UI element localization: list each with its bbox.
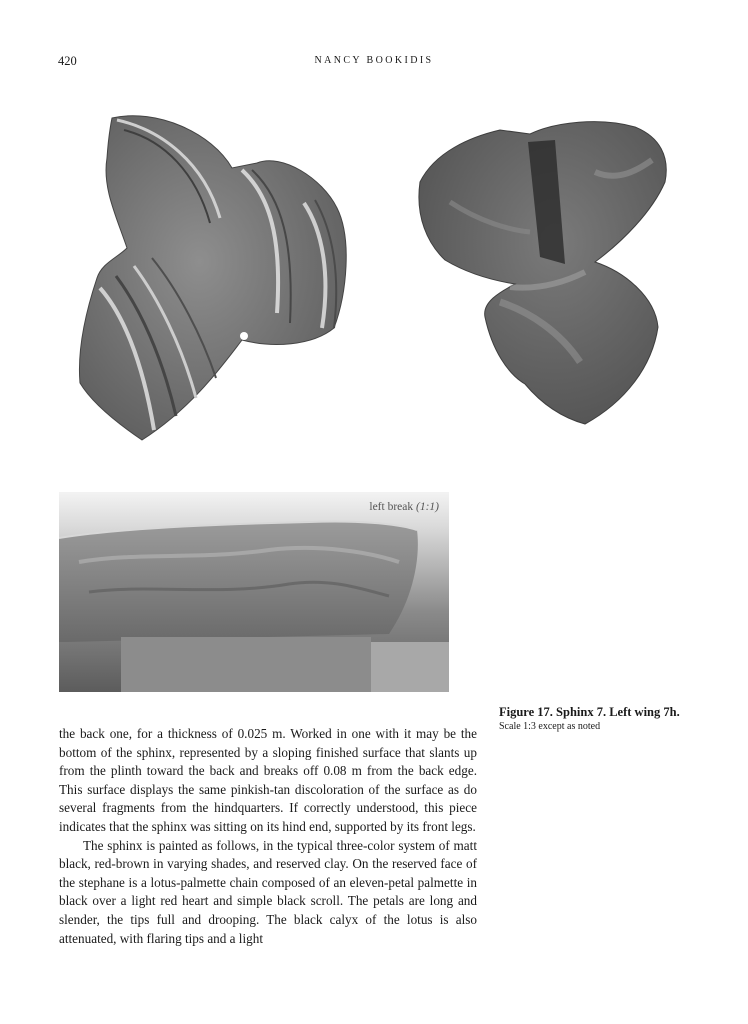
break-label-text: left break (369, 501, 414, 513)
page-number: 420 (58, 54, 77, 68)
break-label (369, 501, 439, 513)
caption-title: Figure 17. Sphinx 7. Left wing 7h. (499, 705, 680, 719)
wing-fragment-back-image (390, 112, 680, 432)
break-scale: (1:1) (416, 501, 439, 513)
wing-fragment-back-photo (390, 112, 680, 432)
paragraph: the back one, for a thickness of 0.025 m. Worked in one with it may be the bottom of the sphinx, represented by a sloping finished surface that slants up from the plinth toward the back and breaks off 0.08 m from the back edge. This surface displays the same pinkish-tan discoloration of the surface as do several fragments from the hindquarters. If correctly understood, this piece indicates that the sphinx was sitting on its hind end, supported by its front legs. (59, 726, 477, 834)
paragraph: The sphinx is painted as follows, in the typical three-color system of matt black, red-brown in varying shades, and reserved clay. On the reserved face of the stephane is a lotus-palmette chain composed of an eleven-petal palmette in black over a light red heart and simple black scroll. The petals are long and slender, the tips full and drooping. The black calyx of the lotus is also attenuated, with flaring tips and a light (59, 837, 477, 946)
figure-caption (499, 705, 739, 732)
left-break-photo (59, 492, 449, 692)
wing-fragment-front-image (72, 108, 372, 448)
body-text (59, 725, 477, 948)
running-head: NANCY BOOKIDIS (314, 55, 434, 66)
left-break-image (59, 492, 449, 692)
caption-scale: Scale 1:3 except as noted (499, 721, 601, 732)
wing-fragment-front-photo (72, 108, 372, 448)
